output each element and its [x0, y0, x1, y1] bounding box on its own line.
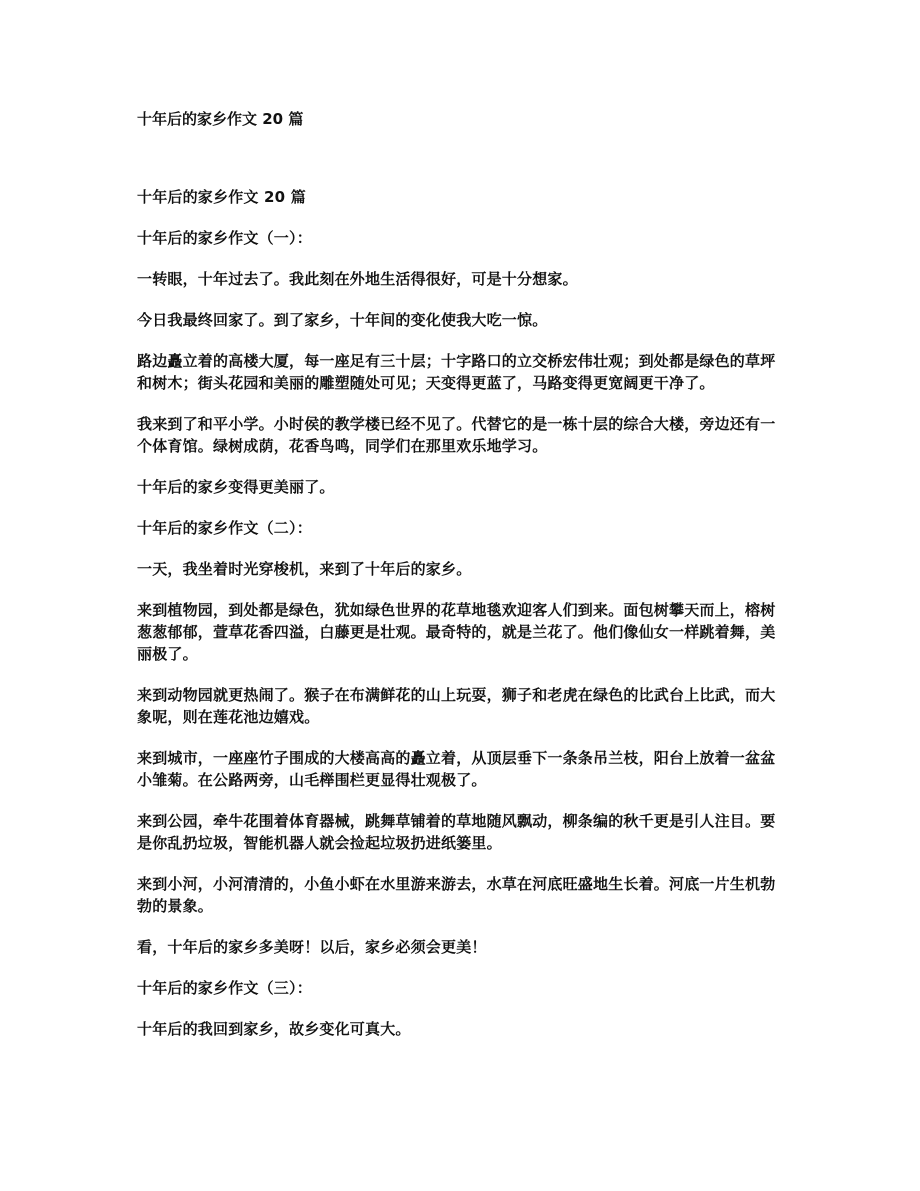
- document-body: [137, 186, 787, 1059]
- section-heading-2: 十年后的家乡作文（二）：: [137, 519, 312, 537]
- document-title: 十年后的家乡作文 20 篇: [137, 110, 304, 128]
- paragraph: 今日我最终回家了。到了家乡，十年间的变化使我大吃一惊。: [137, 311, 548, 329]
- paragraph: 路边矗立着的高楼大厦，每一座足有三十层；十字路口的立交桥宏伟壮观；到处都是绿色的草坪和树木；街头花园和美丽的雕塑随处可见；天变得更蓝了，马路变得更宽阔更干净了。: [137, 352, 776, 392]
- paragraph: 一天，我坐着时光穿梭机，来到了十年后的家乡。: [137, 560, 472, 578]
- paragraph: 一转眼，十年过去了。我此刻在外地生活得很好，可是十分想家。: [137, 270, 578, 288]
- paragraph: 来到公园，牵牛花围着体育器械，跳舞草铺着的草地随风飘动，柳条编的秋千更是引人注目。要是你乱扔垃圾，智能机器人就会捡起垃圾扔进纸篓里。: [137, 812, 776, 852]
- paragraph: 来到小河，小河清清的，小鱼小虾在水里游来游去，水草在河底旺盛地生长着。河底一片生机勃勃的景象。: [137, 875, 776, 915]
- section-heading-3: 十年后的家乡作文（三）：: [137, 979, 312, 997]
- paragraph: 来到植物园，到处都是绿色，犹如绿色世界的花草地毯欢迎客人们到来。面包树攀天而上，榕树葱葱郁郁，萱草花香四溢，白藤更是壮观。最奇特的，就是兰花了。他们像仙女一样跳着舞，美丽极了。: [137, 601, 776, 663]
- paragraph: 来到动物园就更热闹了。猴子在布满鲜花的山上玩耍，狮子和老虎在绿色的比武台上比武，而大象呢，则在莲花池边嬉戏。: [137, 686, 776, 726]
- heading-main: 十年后的家乡作文 20 篇: [137, 188, 306, 206]
- paragraph: 看，十年后的家乡多美呀！以后，家乡必须会更美！: [137, 938, 487, 956]
- paragraph: 我来到了和平小学。小时侯的教学楼已经不见了。代替它的是一栋十层的综合大楼，旁边还有一个体育馆。绿树成荫，花香鸟鸣，同学们在那里欢乐地学习。: [137, 415, 776, 455]
- section-heading-1: 十年后的家乡作文（一）：: [137, 229, 312, 247]
- paragraph: 十年后的家乡变得更美丽了。: [137, 478, 335, 496]
- paragraph: 十年后的我回到家乡，故乡变化可真大。: [137, 1020, 411, 1038]
- paragraph: 来到城市，一座座竹子围成的大楼高高的矗立着，从顶层垂下一条条吊兰枝，阳台上放着一盆盆小雏菊。在公路两旁，山毛榉围栏更显得壮观极了。: [137, 749, 776, 789]
